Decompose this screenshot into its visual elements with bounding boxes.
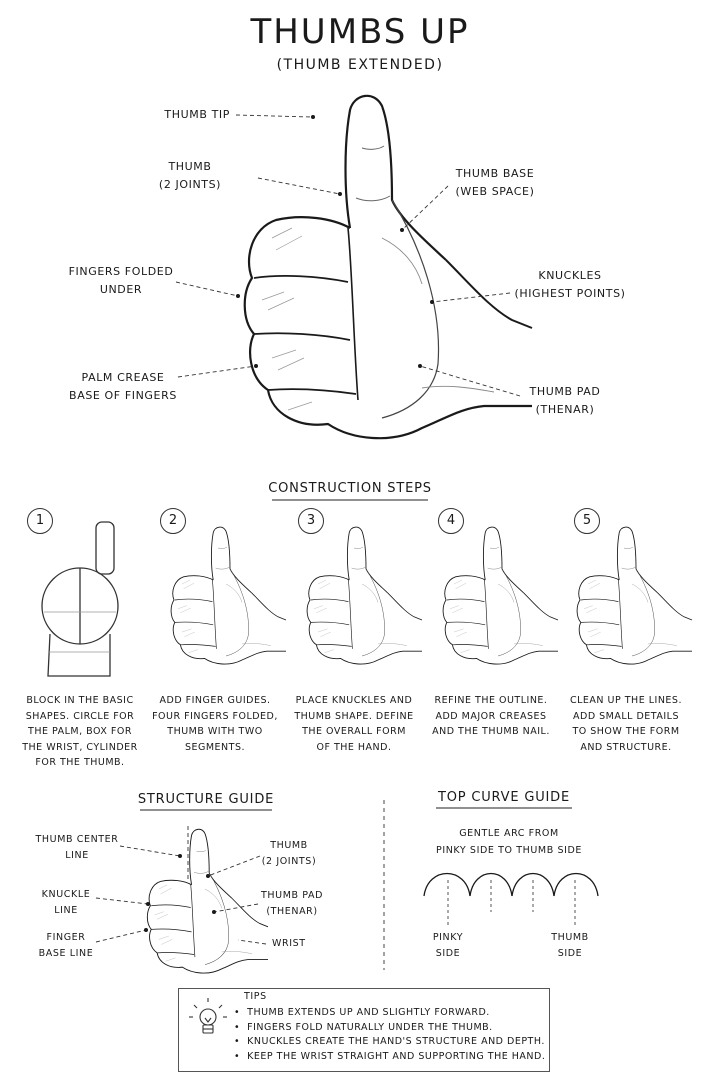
step-5-number: 5 bbox=[574, 508, 600, 534]
top-curve-desc-line2: PINKY SIDE TO THUMB SIDE bbox=[435, 845, 582, 856]
label-palm-crease bbox=[56, 369, 190, 405]
label-structure-thumb-line1: THUMB bbox=[270, 840, 308, 851]
label-structure-thumb-line2: (2 JOINTS) bbox=[261, 856, 317, 867]
tip-item bbox=[234, 1050, 546, 1065]
label-thumb-center-line bbox=[30, 832, 124, 864]
step-3-line-3: THE OVERALL FORM bbox=[302, 726, 406, 737]
step-1-line-4: THE WRIST, CYLINDER bbox=[22, 741, 138, 753]
label-pinky-line2: SIDE bbox=[435, 948, 461, 959]
step-1-line-2: SHAPES. CIRCLE FOR bbox=[25, 710, 135, 722]
label-structure-thumb-pad-line2: (THENAR) bbox=[266, 906, 318, 917]
step-5-text bbox=[556, 693, 696, 755]
step-2-line-4: SEGMENTS. bbox=[184, 741, 246, 753]
top-curve-description bbox=[414, 825, 604, 859]
label-thumb-side-line2: SIDE bbox=[557, 948, 583, 959]
label-fingers-line1: FINGERS FOLDED bbox=[68, 265, 174, 278]
label-thumb-center-line2: LINE bbox=[65, 850, 89, 861]
step-5-line-3: TO SHOW THE FORM bbox=[572, 726, 680, 737]
tip-bullet: • bbox=[234, 1021, 241, 1033]
label-pinky-line1: PINKY bbox=[432, 932, 464, 943]
tip-item bbox=[234, 1006, 546, 1021]
step-2-line-3: THUMB WITH TWO bbox=[167, 726, 263, 737]
tip-text: KEEP THE WRIST STRAIGHT AND SUPPORTING THE HAND. bbox=[247, 1050, 546, 1062]
step-1-number: 1 bbox=[27, 508, 53, 534]
label-palm-line2: BASE OF FINGERS bbox=[69, 389, 177, 402]
label-thumb-pad-line1: THUMB PAD bbox=[529, 385, 601, 398]
step-2-line-2: FOUR FINGERS FOLDED, bbox=[152, 710, 278, 722]
step-3-drawing bbox=[307, 527, 422, 664]
label-thumb bbox=[140, 158, 240, 194]
label-thumb-pad bbox=[518, 383, 612, 419]
tip-bullet: • bbox=[234, 1007, 241, 1018]
step-5-line-1: CLEAN UP THE LINES. bbox=[570, 695, 682, 706]
label-thumb-line1: THUMB bbox=[168, 160, 212, 173]
label-knuckle-line2: LINE bbox=[54, 905, 78, 916]
step-4-number: 4 bbox=[438, 508, 464, 534]
step-3-line-1: PLACE KNUCKLES AND bbox=[295, 695, 413, 706]
tips-list bbox=[234, 1006, 546, 1064]
step-2-number: 2 bbox=[160, 508, 186, 534]
label-knuckles bbox=[508, 267, 632, 303]
top-curve-arcs bbox=[424, 874, 598, 897]
step-1-line-1: BLOCK IN THE BASIC bbox=[26, 695, 134, 706]
label-structure-thumb-pad-line1: THUMB PAD bbox=[261, 890, 323, 901]
step-4-line-1: REFINE THE OUTLINE. bbox=[434, 695, 548, 706]
structure-guide-title: STRUCTURE GUIDE bbox=[137, 792, 275, 807]
step-4-line-3: AND THE THUMB NAIL. bbox=[432, 726, 550, 737]
tip-text: KNUCKLES CREATE THE HAND'S STRUCTURE AND DEPTH. bbox=[247, 1036, 545, 1047]
main-hand-illustration bbox=[245, 96, 532, 438]
step-5-line-2: ADD SMALL DETAILS bbox=[573, 710, 679, 722]
page-subtitle: (THUMB EXTENDED) bbox=[276, 57, 444, 73]
label-thumb-base-line2: (WEB SPACE) bbox=[455, 185, 535, 198]
tip-bullet: • bbox=[234, 1036, 241, 1047]
step-2-text bbox=[145, 693, 285, 755]
label-thumb-line2: (2 JOINTS) bbox=[158, 178, 222, 191]
step-4-text bbox=[421, 693, 561, 740]
label-thumb-base bbox=[440, 165, 550, 201]
tip-item bbox=[234, 1021, 546, 1036]
label-thumb-side-line1: THUMB bbox=[551, 932, 589, 943]
step-4-drawing bbox=[443, 527, 558, 664]
label-fingers-line2: UNDER bbox=[99, 283, 143, 296]
label-knuckles-line1: KNUCKLES bbox=[538, 269, 602, 282]
tip-text: FINGERS FOLD NATURALLY UNDER THE THUMB. bbox=[247, 1021, 493, 1033]
structure-hand-drawing bbox=[147, 829, 268, 973]
step-5-drawing bbox=[577, 527, 692, 664]
step-2-line-1: ADD FINGER GUIDES. bbox=[159, 695, 271, 706]
label-knuckle-line1: KNUCKLE bbox=[41, 889, 91, 900]
step-3-text bbox=[284, 693, 424, 755]
label-structure-thumb bbox=[252, 838, 326, 870]
page-title: THUMBS UP bbox=[250, 12, 470, 52]
top-curve-guide-title: TOP CURVE GUIDE bbox=[438, 790, 570, 805]
step-1-text bbox=[10, 693, 150, 771]
label-knuckles-line2: (HIGHEST POINTS) bbox=[514, 287, 626, 300]
step-1-drawing bbox=[42, 522, 118, 676]
step-3-line-2: THUMB SHAPE. DEFINE bbox=[294, 710, 414, 722]
label-fingers-folded bbox=[56, 263, 186, 299]
construction-steps-title: CONSTRUCTION STEPS bbox=[268, 481, 432, 496]
step-3-line-4: OF THE HAND. bbox=[316, 741, 392, 753]
label-palm-line1: PALM CREASE bbox=[81, 371, 165, 384]
label-thumb-tip: THUMB TIP bbox=[164, 108, 230, 121]
top-curve-desc-line1: GENTLE ARC FROM bbox=[459, 828, 559, 839]
label-thumb-base-line1: THUMB BASE bbox=[455, 167, 535, 180]
label-thumb-center-line1: THUMB CENTER bbox=[35, 834, 119, 845]
label-pinky-side bbox=[418, 930, 478, 962]
label-wrist: WRIST bbox=[272, 938, 306, 949]
step-5-line-4: AND STRUCTURE. bbox=[580, 741, 672, 753]
label-finger-line1: FINGER bbox=[46, 932, 86, 943]
step-1-line-5: FOR THE THUMB. bbox=[35, 757, 125, 768]
label-structure-thumb-pad bbox=[252, 888, 332, 920]
step-4-line-2: ADD MAJOR CREASES bbox=[435, 710, 547, 722]
step-3-number: 3 bbox=[298, 508, 324, 534]
tips-title: TIPS bbox=[244, 991, 267, 1002]
label-thumb-pad-line2: (THENAR) bbox=[535, 403, 595, 416]
step-2-drawing bbox=[171, 527, 286, 664]
tip-item bbox=[234, 1035, 546, 1050]
tip-bullet: • bbox=[234, 1050, 241, 1062]
label-finger-base-line bbox=[30, 930, 102, 962]
tip-text: THUMB EXTENDS UP AND SLIGHTLY FORWARD. bbox=[247, 1007, 490, 1018]
label-thumb-side bbox=[540, 930, 600, 962]
label-knuckle-line bbox=[30, 887, 102, 919]
label-finger-line2: BASE LINE bbox=[38, 948, 94, 959]
step-1-line-3: THE PALM, BOX FOR bbox=[28, 726, 132, 737]
